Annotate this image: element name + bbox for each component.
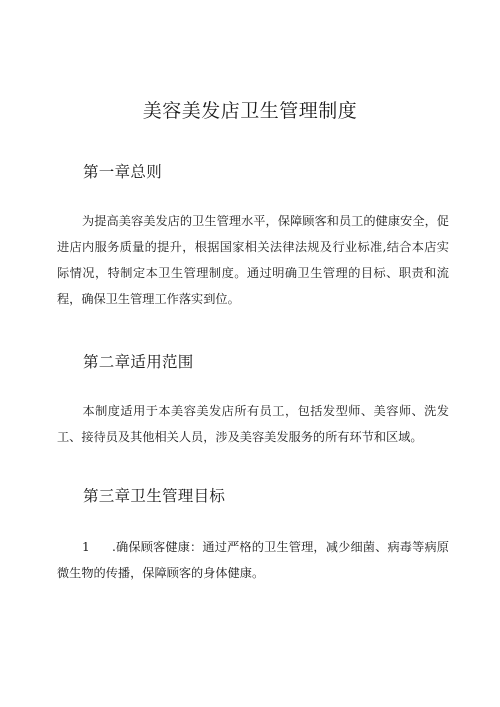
chapter-3-text: .确保顾客健康：通过严格的卫生管理，减少细菌、病毒等病原微生物的传播，保障顾客的身体健康。 — [57, 540, 449, 580]
document-title: 美容美发店卫生管理制度 — [142, 100, 358, 122]
chapter-2-heading: 第二章适用范围 — [83, 353, 194, 371]
chapter-2-paragraph — [57, 398, 449, 450]
chapter-3-heading: 第三章卫生管理目标 — [83, 487, 226, 505]
chapter-1-heading: 第一章总则 — [83, 163, 163, 181]
chapter-1-text: 为提高美容美发店的卫生管理水平，保障顾客和员工的健康安全，促进店内服务质量的提升，根据国家相关法律法规及行业标准,结合本店实际情况，特制定本卫生管理制度。通过明确卫生管理的目标、职责和流程，确保卫生管理工作落实到位。 — [57, 214, 449, 306]
list-number: 1 — [82, 540, 90, 554]
chapter-2-text: 本制度适用于本美容美发店所有员工，包括发型师、美容师、洗发工、接待员及其他相关人员，涉及美容美发服务的所有环节和区域。 — [57, 404, 449, 444]
chapter-3-paragraph — [57, 534, 449, 586]
chapter-1-paragraph — [57, 208, 449, 312]
